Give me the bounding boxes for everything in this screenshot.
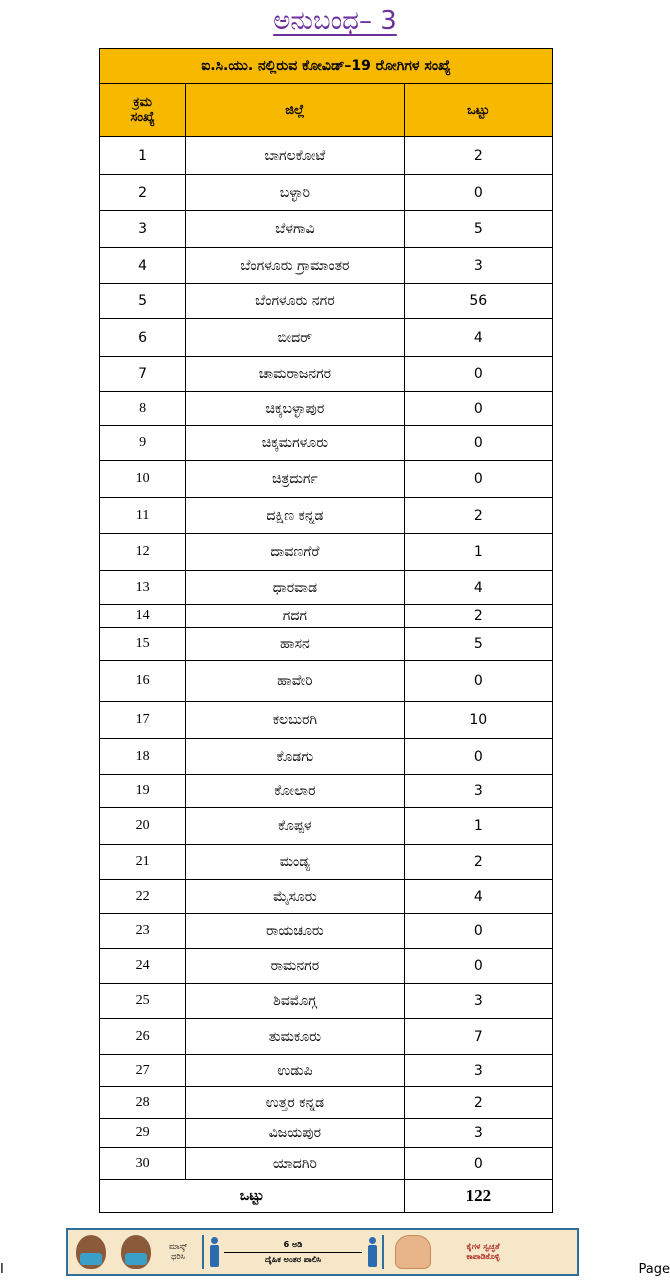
sl-no-cell: 19: [100, 775, 186, 808]
count-cell: 3: [404, 248, 552, 284]
total-label: ಒಟ್ಟು: [100, 1180, 405, 1213]
district-cell: ತುಮಕೂರು: [186, 1019, 404, 1055]
table-row: [100, 702, 553, 739]
double-arrow-icon: [224, 1252, 362, 1253]
district-cell: ಬಳ್ಳಾರಿ: [186, 175, 404, 211]
table-row: [100, 392, 553, 426]
table-row: [100, 461, 553, 498]
count-cell: 2: [404, 498, 552, 534]
count-cell: 2: [404, 845, 552, 880]
sl-no-cell: 15: [100, 628, 186, 661]
district-cell: ಯಾದಗಿರಿ: [186, 1148, 404, 1180]
count-cell: 3: [404, 775, 552, 808]
sl-no-cell: 5: [100, 284, 186, 319]
count-cell: 0: [404, 739, 552, 775]
hand-wash-text-line1: ಕೈಗಳ ಸ್ವಚ್ಛತೆ: [466, 1242, 500, 1251]
header-sl-no: [100, 84, 186, 137]
district-cell: ಬೆಂಗಳೂರು ಗ್ರಾಮಾಂತರ: [186, 248, 404, 284]
table-row: [100, 880, 553, 914]
table-row: [100, 661, 553, 702]
masked-face-icon: [76, 1235, 106, 1269]
district-cell: ಉಡುಪಿ: [186, 1055, 404, 1087]
table-row: [100, 498, 553, 534]
page-title: ಅನುಬಂಧ– 3: [273, 6, 397, 36]
mask-text-line2: ಧರಿಸಿ: [171, 1252, 185, 1261]
sl-no-cell: 4: [100, 248, 186, 284]
sl-no-cell: 9: [100, 426, 186, 461]
person-icon: [366, 1237, 378, 1267]
sl-no-cell: 16: [100, 661, 186, 702]
sl-no-cell: 3: [100, 211, 186, 248]
table-row: [100, 739, 553, 775]
table-row: [100, 914, 553, 949]
district-cell: ಮಂಡ್ಯ: [186, 845, 404, 880]
distance-label: [220, 1240, 366, 1265]
header-sl-line1: ಕ್ರಮ: [133, 95, 152, 110]
table-row: [100, 1148, 553, 1180]
count-cell: 0: [404, 1148, 552, 1180]
count-cell: 10: [404, 702, 552, 739]
header-sl-line2: ಸಂಖ್ಯೆ: [130, 110, 155, 125]
district-cell: ಬಾಗಲಕೋಟೆ: [186, 137, 404, 175]
header-district: ಜಿಲ್ಲೆ: [186, 84, 404, 137]
district-cell: ಚಿಕ್ಕಬಳ್ಳಾಪುರ: [186, 392, 404, 426]
mask-text-line1: ಮಾಸ್ಕ್: [168, 1242, 188, 1251]
table-row: [100, 357, 553, 392]
count-cell: 0: [404, 175, 552, 211]
table-row: [100, 1055, 553, 1087]
table-row: [100, 949, 553, 984]
district-cell: ದಾವಣಗೆರೆ: [186, 534, 404, 571]
district-cell: ಹಾಸನ: [186, 628, 404, 661]
count-cell: 2: [404, 1087, 552, 1119]
count-cell: 0: [404, 357, 552, 392]
sl-no-cell: 25: [100, 984, 186, 1019]
count-cell: 0: [404, 461, 552, 498]
sl-no-cell: 30: [100, 1148, 186, 1180]
table-row: [100, 426, 553, 461]
sl-no-cell: 20: [100, 808, 186, 845]
district-cell: ಬೀದರ್: [186, 319, 404, 357]
sl-no-cell: 11: [100, 498, 186, 534]
banner-divider: [382, 1235, 384, 1269]
sl-no-cell: 12: [100, 534, 186, 571]
district-cell: ಹಾವೇರಿ: [186, 661, 404, 702]
district-cell: ಕಲಬುರಗಿ: [186, 702, 404, 739]
district-cell: ರಾಯಚೂರು: [186, 914, 404, 949]
count-cell: 2: [404, 137, 552, 175]
district-cell: ಧಾರವಾಡ: [186, 571, 404, 605]
district-cell: ಚಿಕ್ಕಮಗಳೂರು: [186, 426, 404, 461]
table-row: [100, 984, 553, 1019]
sl-no-cell: 29: [100, 1119, 186, 1148]
district-cell: ದಕ್ಷಿಣ ಕನ್ನಡ: [186, 498, 404, 534]
mask-text: [158, 1230, 198, 1274]
covid-awareness-banner: [66, 1228, 579, 1276]
sl-no-cell: 1: [100, 137, 186, 175]
count-cell: 3: [404, 1055, 552, 1087]
person-icon: [208, 1237, 220, 1267]
sl-no-cell: 26: [100, 1019, 186, 1055]
count-cell: 0: [404, 949, 552, 984]
table-row: [100, 137, 553, 175]
table-row: [100, 211, 553, 248]
sl-no-cell: 13: [100, 571, 186, 605]
hand-wash-section: [388, 1230, 438, 1274]
count-cell: 0: [404, 426, 552, 461]
sl-no-cell: 28: [100, 1087, 186, 1119]
table-row: [100, 808, 553, 845]
count-cell: 4: [404, 880, 552, 914]
sl-no-cell: 14: [100, 605, 186, 628]
total-row: [100, 1180, 553, 1213]
header-total: ಒಟ್ಟು: [404, 84, 552, 137]
count-cell: 0: [404, 914, 552, 949]
district-cell: ಬೆಳಗಾವಿ: [186, 211, 404, 248]
district-cell: ಗದಗ: [186, 605, 404, 628]
count-cell: 0: [404, 661, 552, 702]
count-cell: 7: [404, 1019, 552, 1055]
masked-face-icon: [121, 1235, 151, 1269]
district-cell: ಕೊಪ್ಪಳ: [186, 808, 404, 845]
sl-no-cell: 2: [100, 175, 186, 211]
count-cell: 56: [404, 284, 552, 319]
count-cell: 3: [404, 1119, 552, 1148]
count-cell: 5: [404, 211, 552, 248]
district-cell: ಕೋಲಾರ: [186, 775, 404, 808]
sl-no-cell: 10: [100, 461, 186, 498]
count-cell: 2: [404, 605, 552, 628]
district-cell: ರಾಮನಗರ: [186, 949, 404, 984]
district-cell: ಬೆಂಗಳೂರು ನಗರ: [186, 284, 404, 319]
table-row: [100, 248, 553, 284]
table-row: [100, 1019, 553, 1055]
hand-wash-icon: [395, 1235, 431, 1269]
distance-text: ದೈಹಿಕ ಅಂತರ ಪಾಲಿಸಿ: [264, 1254, 322, 1264]
table-row: [100, 534, 553, 571]
footer-page-label: Page: [638, 1262, 670, 1277]
table-title: ಐ.ಸಿ.ಯು. ನಲ್ಲಿರುವ ಕೋವಿಡ್–19 ರೋಗಿಗಳ ಸಂಖ್ಯೆ: [100, 49, 553, 84]
sl-no-cell: 18: [100, 739, 186, 775]
sl-no-cell: 17: [100, 702, 186, 739]
table-header-row: [100, 84, 553, 137]
table-row: [100, 628, 553, 661]
count-cell: 4: [404, 319, 552, 357]
count-cell: 1: [404, 534, 552, 571]
district-cell: ಉತ್ತರ ಕನ್ನಡ: [186, 1087, 404, 1119]
sl-no-cell: 7: [100, 357, 186, 392]
district-cell: ಶಿವಮೊಗ್ಗ: [186, 984, 404, 1019]
footer-left-text: I: [0, 1262, 4, 1277]
sl-no-cell: 27: [100, 1055, 186, 1087]
sl-no-cell: 23: [100, 914, 186, 949]
table-row: [100, 1119, 553, 1148]
table-row: [100, 775, 553, 808]
count-cell: 5: [404, 628, 552, 661]
district-cell: ಚಾಮರಾಜನಗರ: [186, 357, 404, 392]
district-cell: ಮೈಸೂರು: [186, 880, 404, 914]
table-row: [100, 319, 553, 357]
sl-no-cell: 21: [100, 845, 186, 880]
district-cell: ವಿಜಯಪುರ: [186, 1119, 404, 1148]
banner-divider: [202, 1235, 204, 1269]
count-cell: 3: [404, 984, 552, 1019]
icu-covid-table: [99, 48, 553, 1213]
table-row: [100, 175, 553, 211]
table-row: [100, 284, 553, 319]
district-cell: ಚಿತ್ರದುರ್ಗ: [186, 461, 404, 498]
table-row: [100, 571, 553, 605]
district-cell: ಕೊಡಗು: [186, 739, 404, 775]
table-row: [100, 845, 553, 880]
count-cell: 4: [404, 571, 552, 605]
count-cell: 0: [404, 392, 552, 426]
sl-no-cell: 22: [100, 880, 186, 914]
table-title-row: [100, 49, 553, 84]
table-row: [100, 605, 553, 628]
sl-no-cell: 6: [100, 319, 186, 357]
distance-section: [208, 1230, 378, 1274]
count-cell: 1: [404, 808, 552, 845]
total-value: 122: [404, 1180, 552, 1213]
table-row: [100, 1087, 553, 1119]
sl-no-cell: 8: [100, 392, 186, 426]
sl-no-cell: 24: [100, 949, 186, 984]
mask-faces: [68, 1230, 158, 1274]
hand-wash-text-line2: ಕಾಪಾಡಿಕೊಳ್ಳಿ: [466, 1252, 500, 1261]
distance-value: 6 ಅಡಿ: [283, 1239, 303, 1249]
hand-wash-text: [438, 1230, 528, 1274]
